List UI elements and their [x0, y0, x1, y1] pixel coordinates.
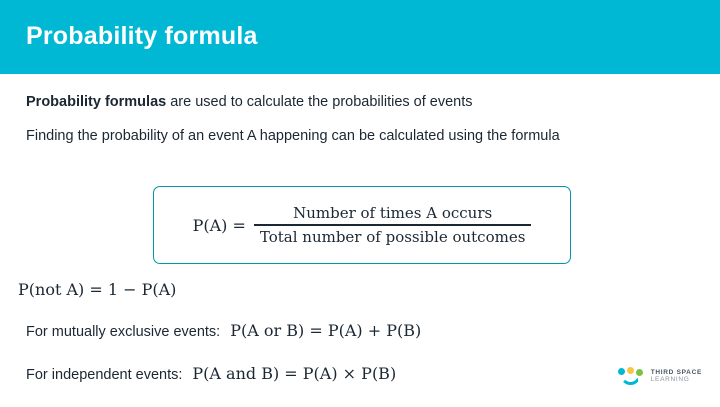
formula-box — [153, 186, 571, 264]
formula-lhs: P(A) = — [192, 215, 246, 235]
explanation-text: Finding the probability of an event A happening can be calculated using the formula — [26, 128, 560, 144]
logo-text-line2: LEARNING — [650, 376, 690, 383]
slide-body — [0, 74, 720, 407]
equation-not-a: P(not A) = 1 − P(A) — [18, 280, 177, 299]
intro-bold-text: Probability formulas — [26, 94, 167, 110]
intro-line — [26, 94, 473, 110]
mutually-exclusive-label: For mutually exclusive events: — [26, 324, 221, 340]
equation-independent — [26, 364, 396, 383]
independent-math: P(A and B) = P(A) × P(B) — [192, 364, 397, 383]
equation-mutually-exclusive — [26, 321, 421, 340]
formula-denominator: Total number of possible outcomes — [259, 227, 526, 246]
independent-label: For independent events: — [26, 367, 183, 383]
page-title: Probability formula — [26, 22, 258, 50]
formula-content — [154, 187, 570, 263]
intro-rest-text: are used to calculate the probabilities of events — [166, 94, 473, 110]
mutually-exclusive-math: P(A or B) = P(A) + P(B) — [230, 321, 422, 340]
logo-text — [651, 370, 702, 384]
logo-smile-icon — [620, 374, 641, 385]
brand-logo — [618, 367, 702, 387]
formula-numerator: Number of times A occurs — [293, 204, 493, 223]
logo-text-line1: THIRD SPACE — [650, 369, 702, 377]
logo-dot-yellow-icon — [627, 367, 634, 374]
logo-mark-icon — [618, 367, 644, 387]
formula-fraction — [254, 204, 532, 245]
